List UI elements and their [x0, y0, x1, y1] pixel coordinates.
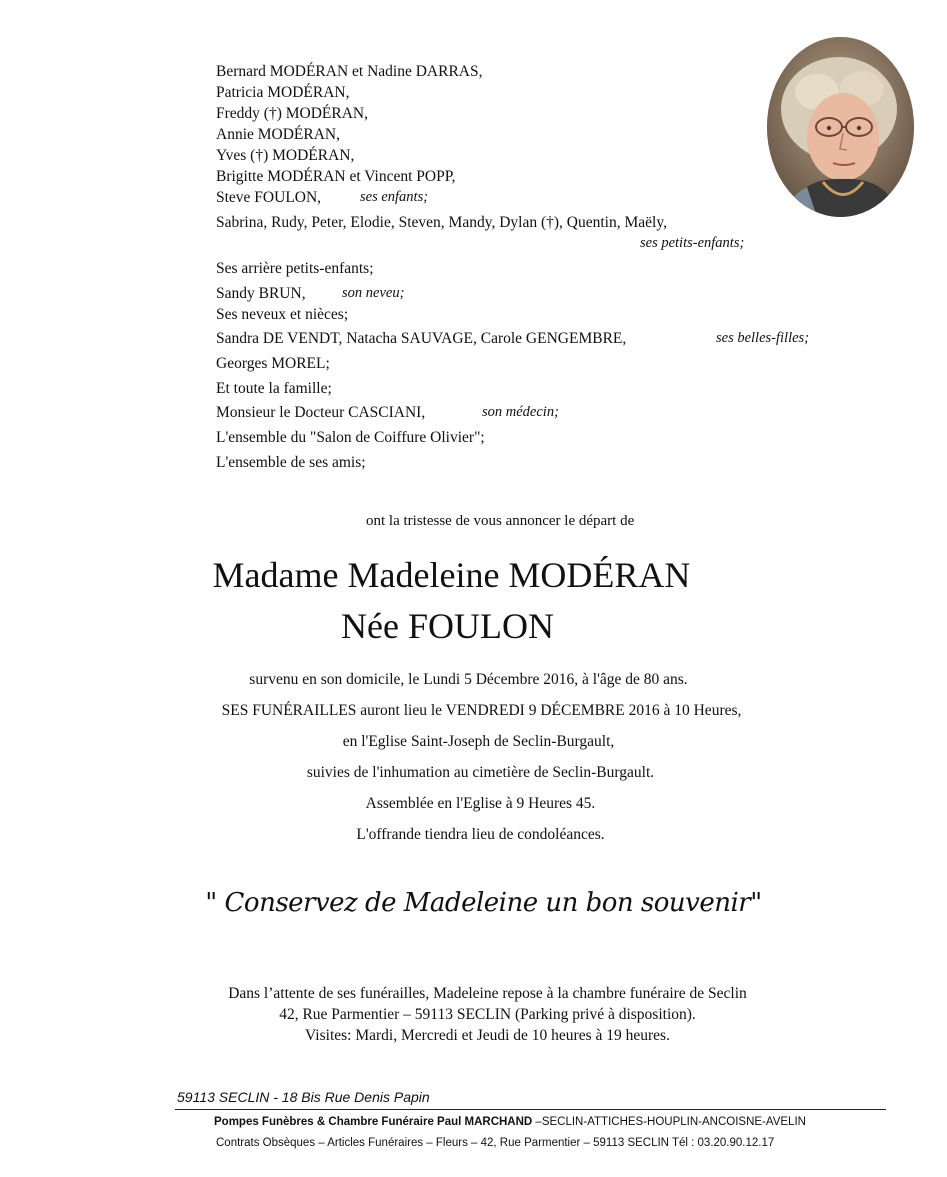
salon-line: L'ensemble du "Salon de Coiffure Olivier";: [216, 429, 485, 446]
footer-address: 59113 SECLIN - 18 Bis Rue Denis Papin: [177, 1089, 430, 1105]
child-line: Bernard MODÉRAN et Nadine DARRAS,: [216, 63, 483, 80]
detail-line: L'offrande tiendra lieu de condoléances.: [356, 826, 605, 843]
footer-divider: [175, 1109, 886, 1110]
child-line: Patricia MODÉRAN,: [216, 84, 350, 101]
footer-company: [214, 1116, 806, 1128]
doctor-role: son médecin;: [482, 404, 559, 420]
daughters-in-law-role: ses belles-filles;: [716, 330, 810, 346]
rest-line: Visites: Mardi, Mercredi et Jeudi de 10 heures à 19 heures.: [305, 1027, 670, 1044]
nephews-nieces: Ses neveux et nièces;: [216, 306, 349, 323]
announcement-intro: ont la tristesse de vous annoncer le départ de: [366, 513, 635, 529]
detail-line: Assemblée en l'Eglise à 9 Heures 45.: [365, 795, 596, 812]
memorial-quote: " Conservez de Madeleine un bon souvenir": [205, 888, 762, 918]
detail-line: en l'Eglise Saint-Joseph de Seclin-Burgault,: [342, 733, 615, 750]
georges-line: Georges MOREL;: [216, 355, 330, 372]
child-line: Annie MODÉRAN,: [216, 126, 340, 143]
detail-line: suivies de l'inhumation au cimetière de Seclin-Burgault.: [306, 764, 655, 781]
grandchildren-names: Sabrina, Rudy, Peter, Elodie, Steven, Mandy, Dylan (†), Quentin, Maëly,: [216, 214, 667, 231]
nephew-name: Sandy BRUN,: [216, 285, 306, 302]
detail-line: SES FUNÉRAILLES auront lieu le VENDREDI 9 DÉCEMBRE 2016 à 10 Heures,: [221, 702, 742, 719]
great-grandchildren: Ses arrière petits-enfants;: [216, 260, 374, 277]
children-role: ses enfants;: [360, 189, 429, 205]
deceased-name: Madame Madeleine MODÉRAN: [212, 555, 691, 595]
daughters-in-law-names: Sandra DE VENDT, Natacha SAUVAGE, Carole GENGEMBRE,: [216, 330, 627, 347]
company-locations: –SECLIN-ATTICHES-HOUPLIN-ANCOISNE-AVELIN: [532, 1116, 806, 1128]
doctor-name: Monsieur le Docteur CASCIANI,: [216, 404, 426, 421]
friends-line: L'ensemble de ses amis;: [216, 454, 366, 471]
rest-line: 42, Rue Parmentier – 59113 SECLIN (Parking privé à disposition).: [279, 1006, 696, 1023]
detail-line: survenu en son domicile, le Lundi 5 Décembre 2016, à l'âge de 80 ans.: [249, 671, 688, 688]
maiden-name: Née FOULON: [341, 606, 554, 646]
rest-line: Dans l’attente de ses funérailles, Madeleine repose à la chambre funéraire de Seclin: [228, 985, 747, 1002]
company-name: Pompes Funèbres & Chambre Funéraire Paul MARCHAND: [214, 1116, 533, 1128]
grandchildren-role: ses petits-enfants;: [640, 235, 745, 251]
portrait-photo: [767, 37, 914, 217]
child-line: Brigitte MODÉRAN et Vincent POPP,: [216, 168, 456, 185]
whole-family-line: Et toute la famille;: [216, 380, 332, 397]
footer-services: Contrats Obsèques – Articles Funéraires – Fleurs – 42, Rue Parmentier – 59113 SECLIN Tél : 03.20.90.12.17: [216, 1137, 775, 1149]
child-line: Steve FOULON,: [216, 189, 322, 206]
child-line: Yves (†) MODÉRAN,: [216, 147, 355, 164]
child-line: Freddy (†) MODÉRAN,: [216, 105, 368, 122]
nephew-role: son neveu;: [342, 285, 405, 301]
